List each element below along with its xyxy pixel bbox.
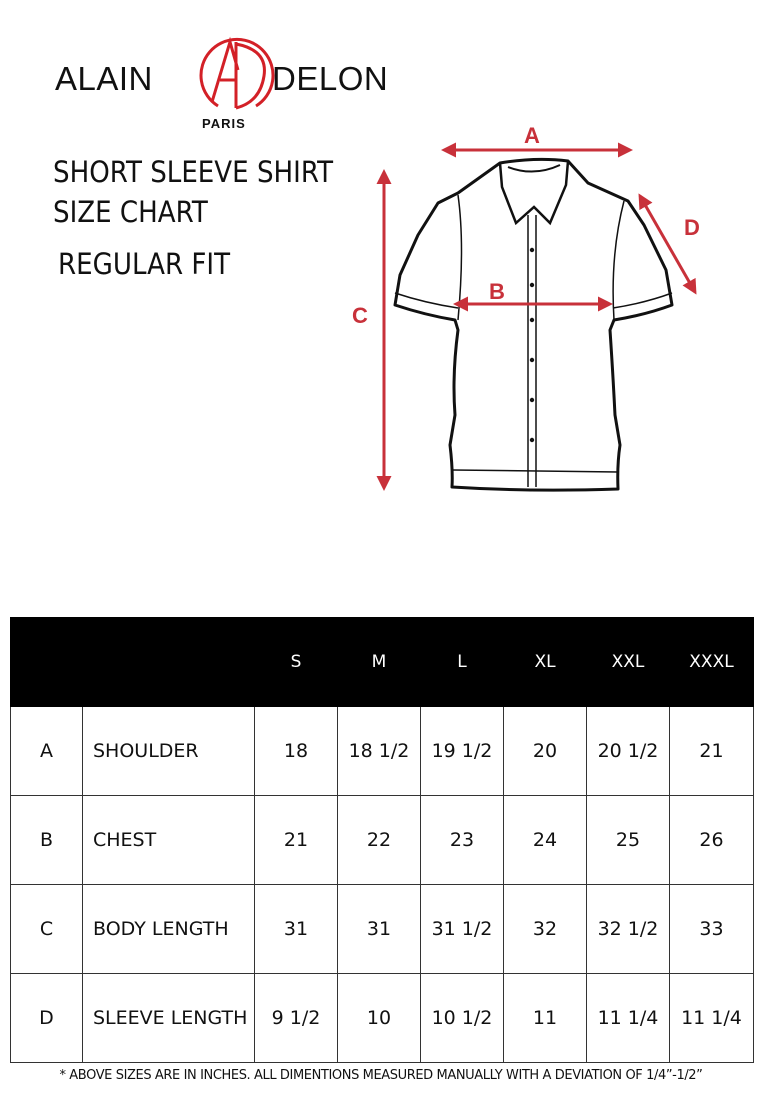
size-xxl: XXL (587, 618, 670, 707)
brand-name-left: ALAIN (55, 60, 153, 97)
row-code: D (11, 974, 83, 1063)
table-cell: 21 (670, 707, 754, 796)
row-label: BODY LENGTH (83, 885, 255, 974)
row-label: CHEST (83, 796, 255, 885)
size-xl: XL (504, 618, 587, 707)
table-cell: 18 1/2 (338, 707, 421, 796)
fit-label: REGULAR FIT (58, 247, 231, 281)
table-cell: 18 (255, 707, 338, 796)
table-cell: 11 1/4 (587, 974, 670, 1063)
size-header-row (11, 618, 754, 707)
size-m: M (338, 618, 421, 707)
table-cell: 23 (421, 796, 504, 885)
table-cell: 32 1/2 (587, 885, 670, 974)
table-cell: 11 (504, 974, 587, 1063)
table-cell: 31 (255, 885, 338, 974)
chart-title-line-2: SIZE CHART (53, 195, 208, 229)
table-cell: 31 1/2 (421, 885, 504, 974)
label-d: D (684, 215, 700, 240)
row-code: A (11, 707, 83, 796)
header-blank (11, 618, 83, 707)
chart-title-line-1: SHORT SLEEVE SHIRT (53, 155, 334, 189)
table-cell: 9 1/2 (255, 974, 338, 1063)
brand-name-right: DELON (272, 60, 389, 97)
table-cell: 24 (504, 796, 587, 885)
table-cell: 10 1/2 (421, 974, 504, 1063)
footnote: * ABOVE SIZES ARE IN INCHES. ALL DIMENTIONS MEASURED MANUALLY WITH A DEVIATION OF 1/4”-1/2” (59, 1068, 703, 1083)
table-row (11, 885, 754, 974)
table-cell: 10 (338, 974, 421, 1063)
size-table (10, 617, 754, 1063)
table-row (11, 707, 754, 796)
table-cell: 25 (587, 796, 670, 885)
row-code: B (11, 796, 83, 885)
table-cell: 19 1/2 (421, 707, 504, 796)
shirt-measurement-diagram (340, 115, 720, 505)
size-s: S (255, 618, 338, 707)
row-label: SHOULDER (83, 707, 255, 796)
table-cell: 21 (255, 796, 338, 885)
table-cell: 22 (338, 796, 421, 885)
row-label: SLEEVE LENGTH (83, 974, 255, 1063)
row-code: C (11, 885, 83, 974)
table-cell: 31 (338, 885, 421, 974)
brand-subtitle: PARIS (202, 116, 246, 131)
table-cell: 20 1/2 (587, 707, 670, 796)
size-l: L (421, 618, 504, 707)
table-row (11, 974, 754, 1063)
table-cell: 11 1/4 (670, 974, 754, 1063)
header-blank (83, 618, 255, 707)
table-cell: 32 (504, 885, 587, 974)
label-c: C (352, 303, 368, 328)
table-cell: 33 (670, 885, 754, 974)
table-cell: 20 (504, 707, 587, 796)
size-xxxl: XXXL (670, 618, 754, 707)
table-cell: 26 (670, 796, 754, 885)
label-a: A (524, 123, 540, 148)
label-b: B (489, 279, 505, 304)
table-row (11, 796, 754, 885)
